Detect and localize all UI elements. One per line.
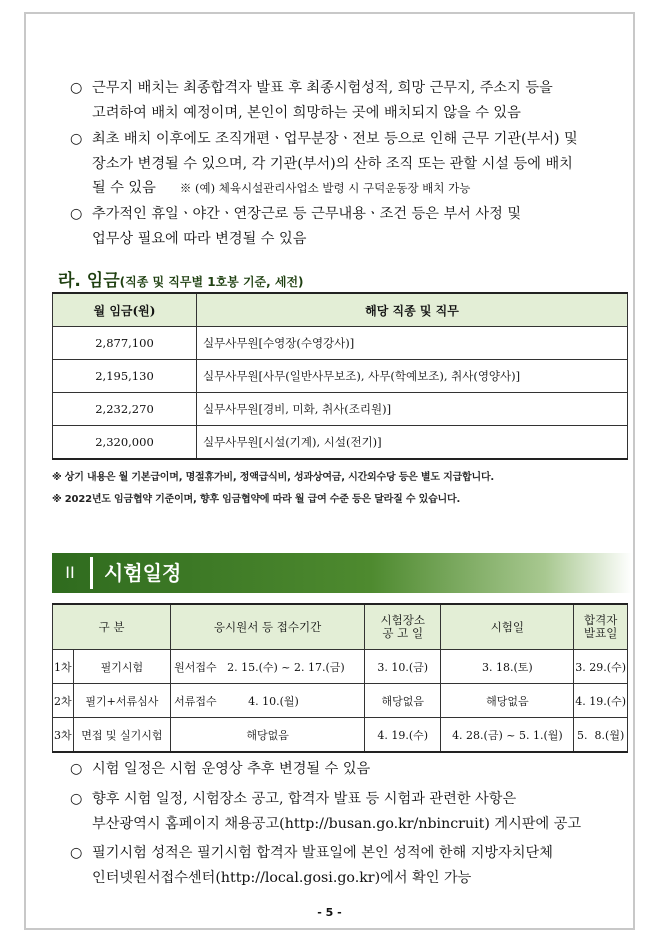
bullet-item [70,841,626,890]
bullet-item [70,76,626,125]
wage-table-header-row [53,293,628,327]
bullet-marker: ○ [70,131,83,147]
wage-amount: 2,195,130 [53,360,197,393]
stage-name: 필기+서류심사 [73,684,171,718]
bullet-line: 장소가 변경될 수 있으며, 각 기관(부서)의 산하 조직 또는 관할 시설 등에 배치 [92,155,573,172]
bullet-marker: ○ [70,845,83,861]
exam-schedule-table [52,603,628,753]
bullet-item [70,202,626,251]
wage-amount: 2,320,000 [53,426,197,460]
bullet-marker: ○ [70,80,83,96]
bullet-item [70,127,626,201]
wage-amount: 2,232,270 [53,393,197,426]
schedule-section-title: 시험일정 [104,561,182,585]
header-division: 구 분 [53,604,171,650]
table-row [53,718,628,753]
bullet-line: 인터넷원서접수센터(http://local.gosi.go.kr)에서 확인 가능 [92,869,472,886]
header-application: 응시원서 등 접수기간 [171,604,365,650]
result-date: 4. 19.(수) [574,684,628,718]
table-row [53,426,628,460]
bullet-line: 부산광역시 홈페이지 채용공고(http://busan.go.kr/nbincruit) 게시판에 공고 [92,815,582,832]
wage-amount: 2,877,100 [53,327,197,360]
header-exam: 시험일 [441,604,574,650]
bullet-line: 필기시험 성적은 필기시험 합격자 발표일에 본인 성적에 한해 지방자치단체 [92,845,553,861]
stage-name: 필기시험 [73,650,171,684]
schedule-section-banner [52,553,632,593]
bullet-line: 시험 일정은 시험 운영상 추후 변경될 수 있음 [92,761,371,777]
wage-note: ※ 상기 내용은 월 기본급이며, 명절휴가비, 정액급식비, 성과상여금, 시간외수당 등은 별도 지급합니다. [52,472,495,483]
application-period: 원서접수 2. 15.(수) ~ 2. 17.(금) [171,650,365,684]
wage-section-subtitle: (직종 및 직무별 1호봉 기준, 세전) [119,275,304,289]
table-row [53,650,628,684]
application-period: 서류접수 4. 10.(월) [171,684,365,718]
stage-number: 2차 [53,684,74,718]
page-number: - 5 - [317,906,342,919]
wage-table [52,292,628,460]
bullet-item [70,787,626,836]
result-date: 5. 8.(월) [574,718,628,753]
bullet-item [70,757,626,782]
bullet-marker: ○ [70,761,83,777]
header-result-line: 합격자 [583,613,618,627]
wage-header-job: 해당 직종 및 직무 [197,293,628,327]
venue-notice-date: 해당없음 [365,684,441,718]
banner-divider [90,557,93,589]
bullet-line-with-note [92,176,626,201]
venue-notice-date: 4. 19.(수) [365,718,441,753]
wage-job: 실무사무원[시설(기계), 시설(전기)] [197,426,628,460]
exam-date: 4. 28.(금) ~ 5. 1.(월) [441,718,574,753]
table-row [53,327,628,360]
wage-section-heading [58,266,304,291]
result-date: 3. 29.(수) [574,650,628,684]
bullet-line: 추가적인 휴일ㆍ야간ㆍ연장근로 등 근무내용ㆍ조건 등은 부서 사정 및 [92,206,522,222]
application-period: 해당없음 [171,718,365,753]
exam-date: 해당없음 [441,684,574,718]
wage-job: 실무사무원[사무(일반사무보조), 사무(학예보조), 취사(영양사)] [197,360,628,393]
header-venue-line: 공 고 일 [382,626,424,640]
stage-number: 1차 [53,650,74,684]
bullet-line: 업무상 필요에 따라 변경될 수 있음 [92,230,307,247]
section-number: II [65,563,75,582]
wage-header-amount: 월 임금(원) [53,293,197,327]
stage-number: 3차 [53,718,74,753]
header-result-line: 발표일 [583,626,618,640]
header-venue-line: 시험장소 [380,613,425,627]
wage-job: 실무사무원[경비, 미화, 취사(조리원)] [197,393,628,426]
table-row [53,360,628,393]
stage-name: 면접 및 실기시험 [73,718,171,753]
bullet-line: 향후 시험 일정, 시험장소 공고, 합격자 발표 등 시험과 관련한 사항은 [92,791,517,807]
table-row [53,684,628,718]
bullet-marker: ○ [70,791,83,807]
bullet-line: 될 수 있음 [92,180,156,196]
wage-section-title: 라. 임금 [58,271,120,291]
bullet-line: 고려하여 배치 예정이며, 본인이 희망하는 곳에 배치되지 않을 수 있음 [92,104,521,121]
header-venue [365,604,441,650]
wage-note: ※ 2022년도 임금협약 기준이며, 향후 임금협약에 따라 월 급여 수준 등은 달라질 수 있습니다. [52,494,461,505]
venue-notice-date: 3. 10.(금) [365,650,441,684]
header-result [574,604,628,650]
schedule-header-row [53,604,628,650]
table-row [53,393,628,426]
wage-job: 실무사무원[수영장(수영강사)] [197,327,628,360]
bullet-line: 근무지 배치는 최종합격자 발표 후 최종시험성적, 희망 근무지, 주소지 등을 [92,80,553,96]
example-note: ※ (예) 체육시설관리사업소 발령 시 구덕운동장 배치 가능 [179,181,471,195]
bullet-line: 최초 배치 이후에도 조직개편ㆍ업무분장ㆍ전보 등으로 인해 근무 기관(부서) 및 [92,131,578,147]
exam-date: 3. 18.(토) [441,650,574,684]
bullet-marker: ○ [70,206,83,222]
